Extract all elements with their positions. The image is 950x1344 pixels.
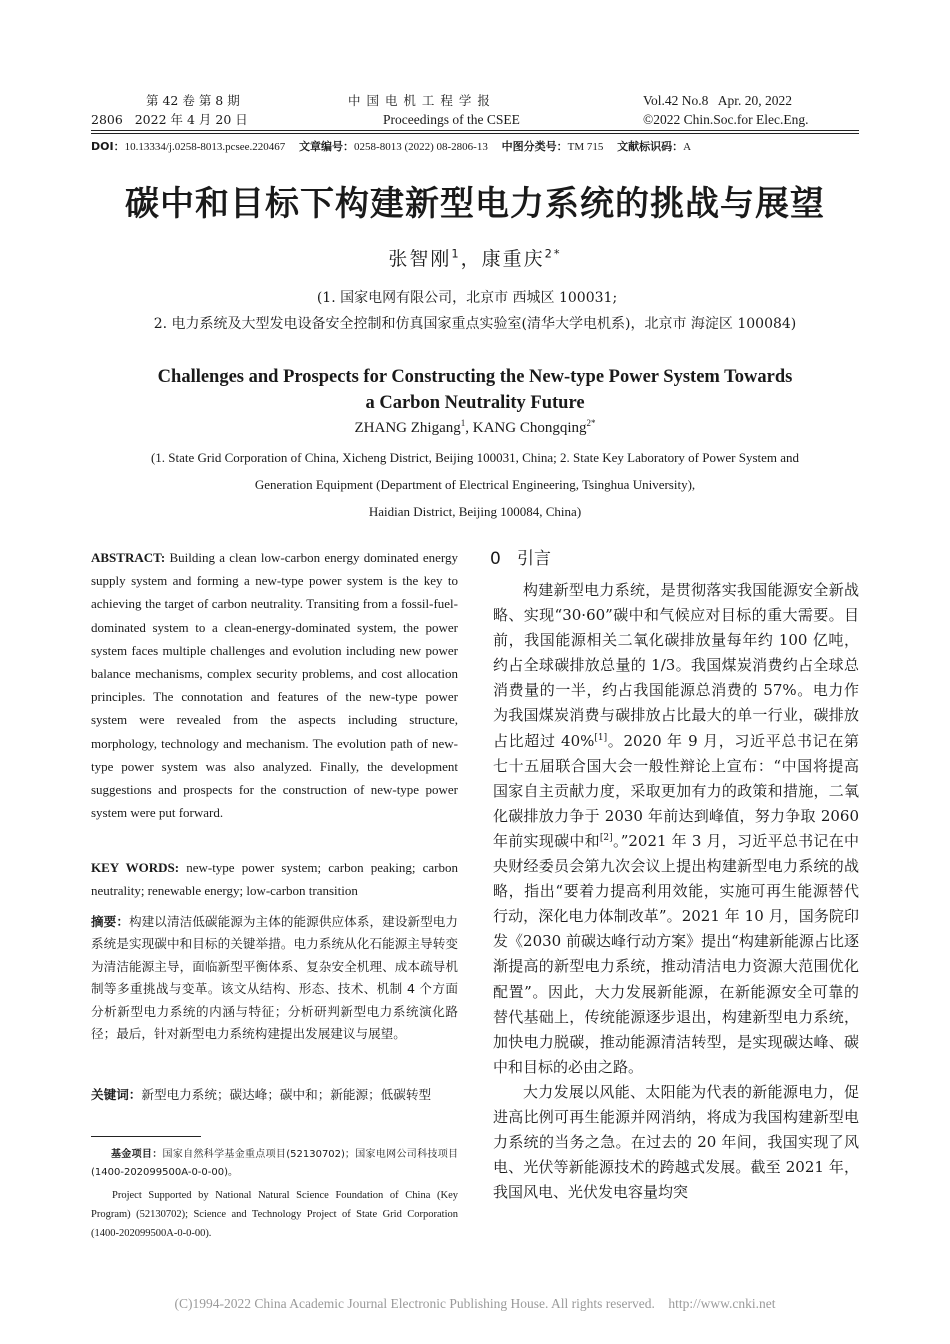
keywords-en-label: KEY WORDS: bbox=[91, 860, 180, 875]
author-en-sep: , bbox=[465, 420, 473, 436]
authors-en bbox=[0, 420, 950, 437]
section-heading bbox=[490, 544, 551, 569]
funding-cn-text: 国家自然科学基金重点项目(52130702)；国家电网公司科技项目(1400-202099500A-0-0-00)。 bbox=[91, 1149, 459, 1178]
funding-cn-label: 基金项目： bbox=[111, 1149, 163, 1160]
author-en-2-sup: 2* bbox=[586, 418, 596, 428]
header-journal-en: Proceedings of the CSEE bbox=[383, 112, 520, 127]
abstract-cn-text: 构建以清洁低碳能源为主体的能源供应体系，建设新型电力系统是实现碳中和目标的关键举措。电力系统从化石能源主导转变为清洁能源主导，面临新型平衡体系、复杂安全机理、成本疏导机制等多重挑战与变革。该文从结构、形态、技术、机制 4 个方面分析新型电力系统的内涵与特征；分析研判新型电力系统演化路径；最后，针对新型电力系统构建提出发展建议与展望。 bbox=[91, 914, 459, 1042]
body-paragraph-1 bbox=[493, 578, 859, 1080]
author-cn-2-sup: 2* bbox=[544, 246, 562, 261]
abstract-cn bbox=[91, 911, 458, 1045]
body-p1-part-a: 构建新型电力系统，是贯彻落实我国能源安全新战略、实现“30·60”碳中和气候应对目标的重大需要。目前，我国能源相关二氧化碳排放量每年约 100 亿吨，约占全球碳排放总量的 1/3。我国煤炭消费约占全球总消费量的一半，约占我国能源总消费的 57%。电力作为我国煤炭消费与碳排放占比最大的单一行业，碳排放占比超过 40% bbox=[493, 581, 859, 750]
doi-label: DOI： bbox=[91, 140, 125, 153]
citation-2[interactable]: [2] bbox=[599, 832, 613, 843]
title-en-line2: a Carbon Neutrality Future bbox=[365, 393, 585, 413]
header-volume-cn: 第 42 卷 第 8 期 bbox=[146, 93, 240, 108]
doc-code-label: 文献标识码： bbox=[617, 140, 684, 153]
clc-label: 中图分类号： bbox=[501, 140, 568, 153]
footnote-rule bbox=[91, 1136, 201, 1137]
body-p1-part-b: 。2020 年 9 月，习近平总书记在第七十五届联合国大会一般性辩论上宣布：“中国将提高国家自主贡献力度，采取更加有力的政策和措施，二氧化碳排放力争于 2030 年前达到峰值，努力争取 2060 年前实现碳中和 bbox=[493, 731, 859, 850]
meta-line bbox=[91, 138, 691, 154]
doc-code-value: A bbox=[683, 141, 692, 153]
header-journal-cn: 中 国 电 机 工 程 学 报 bbox=[348, 93, 491, 108]
affiliation-cn-1: (1. 国家电网有限公司，北京市 西城区 100031; bbox=[316, 290, 618, 306]
affiliation-en-line1: (1. State Grid Corporation of China, Xicheng District, Beijing 100031, China; 2. State Key Laboratory of Power System and bbox=[150, 450, 800, 465]
citation-1[interactable]: [1] bbox=[594, 732, 608, 743]
header-copyright: ©2022 Chin.Soc.for Elec.Eng. bbox=[643, 112, 809, 127]
author-cn-1: 张智刚 bbox=[388, 248, 452, 270]
header-page-date-cn: 2806 2022 年 4 月 20 日 bbox=[91, 112, 248, 127]
author-en-1-sup: 1 bbox=[460, 418, 466, 428]
keywords-cn-label: 关键词： bbox=[91, 1087, 142, 1102]
keywords-cn bbox=[91, 1084, 458, 1106]
body-paragraph-2: 大力发展以风能、太阳能为代表的新能源电力，促进高比例可再生能源并网消纳，将成为我国构建新型电力系统的当务之急。在过去的 20 年间，我国实现了风电、光伏等新能源技术的跨越式发展。截至 2021 年，我国风电、光伏发电容量均突 bbox=[493, 1082, 859, 1202]
section-number: 0 bbox=[490, 549, 501, 569]
title-en-line1: Challenges and Prospects for Constructing the New-type Power System Towards bbox=[157, 367, 793, 387]
author-cn-sep: ， bbox=[460, 248, 482, 270]
author-cn-2: 康重庆 bbox=[481, 248, 545, 270]
funding-en: Project Supported by National Natural Science Foundation of China (Key Program) (52130702); Science and Technology Project of State Grid Corporation (1400-202099500A-0-0-00). bbox=[91, 1190, 458, 1239]
abstract-cn-label: 摘要： bbox=[91, 914, 129, 929]
body-p1-part-c: 。”2021 年 3 月，习近平总书记在中央财经委员会第九次会议上提出构建新型电力系统的战略，指出“要着力提高利用效能，实施可再生能源替代行动，深化电力体制改革”。2021 年 10 月，国务院印发《2030 前碳达峰行动方案》提出“构建新能源占比逐渐提高的新型电力系统，推动清洁电力资源大范围优化配置”。因此，大力发展新能源，在新能源安全可靠的替代基础上，传统能源逐步退出，构建新型电力系统，加快电力脱碳，推动能源清洁转型，是实现碳达峰、碳中和目标的必由之路。 bbox=[493, 831, 859, 1076]
abstract-en bbox=[91, 546, 458, 824]
keywords-cn-text: 新型电力系统；碳达峰；碳中和；新能源；低碳转型 bbox=[141, 1087, 432, 1102]
header-rule-bottom bbox=[91, 133, 859, 134]
affiliation-en-line3: Haidian District, Beijing 100084, China) bbox=[368, 504, 582, 519]
cnki-footer: (C)1994-2022 China Academic Journal Electronic Publishing House. All rights reserved. http://www.cnki.net bbox=[174, 1296, 776, 1311]
body-text bbox=[493, 578, 859, 1205]
author-cn-1-sup: 1 bbox=[451, 246, 461, 261]
header-rule-top bbox=[91, 130, 859, 131]
abstract-en-text: Building a clean low-carbon energy dominated energy supply system and forming a new-type power system is the key to achieving the target of carbon neutrality. Transiting from a fossil-fuel-dominated system to a clean-energy-dominated system, the power system faces multiple challenges and evolution including new power balance mechanisms, complex security problems, and cost allocation principles. The connotation and features of the new-type power system were revealed from the aspects including structure, morphology, technology and mechanism. The evolution path of new-type power system was also analyzed. Finally, the development suggestions and prospects for the construction of new-type power system were put forward. bbox=[91, 550, 459, 821]
doi-value: 10.13334/j.0258-8013.pcsee.220467 bbox=[124, 141, 286, 153]
section-title: 引言 bbox=[517, 549, 552, 569]
funding-cn bbox=[91, 1146, 458, 1182]
title-cn: 碳中和目标下构建新型电力系统的挑战与展望 bbox=[125, 184, 825, 224]
article-no-label: 文章编号： bbox=[299, 140, 355, 153]
affiliation-cn-2: 2. 电力系统及大型发电设备安全控制和仿真国家重点实验室(清华大学电机系)，北京市 海淀区 100084) bbox=[153, 316, 797, 332]
keywords-en-text: new-type power system; carbon peaking; carbon neutrality; renewable energy; low-carbon transition bbox=[91, 860, 458, 898]
article-no-value: 0258-8013 (2022) 08-2806-13 bbox=[354, 141, 488, 153]
author-en-2: KANG Chongqing bbox=[472, 420, 587, 436]
authors-cn bbox=[0, 244, 950, 271]
affiliation-en-line2: Generation Equipment (Department of Electrical Engineering, Tsinghua University), bbox=[254, 477, 696, 492]
clc-value: TM 715 bbox=[567, 141, 604, 153]
author-en-1: ZHANG Zhigang bbox=[354, 420, 461, 436]
abstract-en-label: ABSTRACT: bbox=[91, 550, 166, 565]
header-volume-en: Vol.42 No.8 Apr. 20, 2022 bbox=[643, 93, 793, 108]
keywords-en bbox=[91, 856, 458, 902]
affiliations-en bbox=[100, 444, 850, 525]
